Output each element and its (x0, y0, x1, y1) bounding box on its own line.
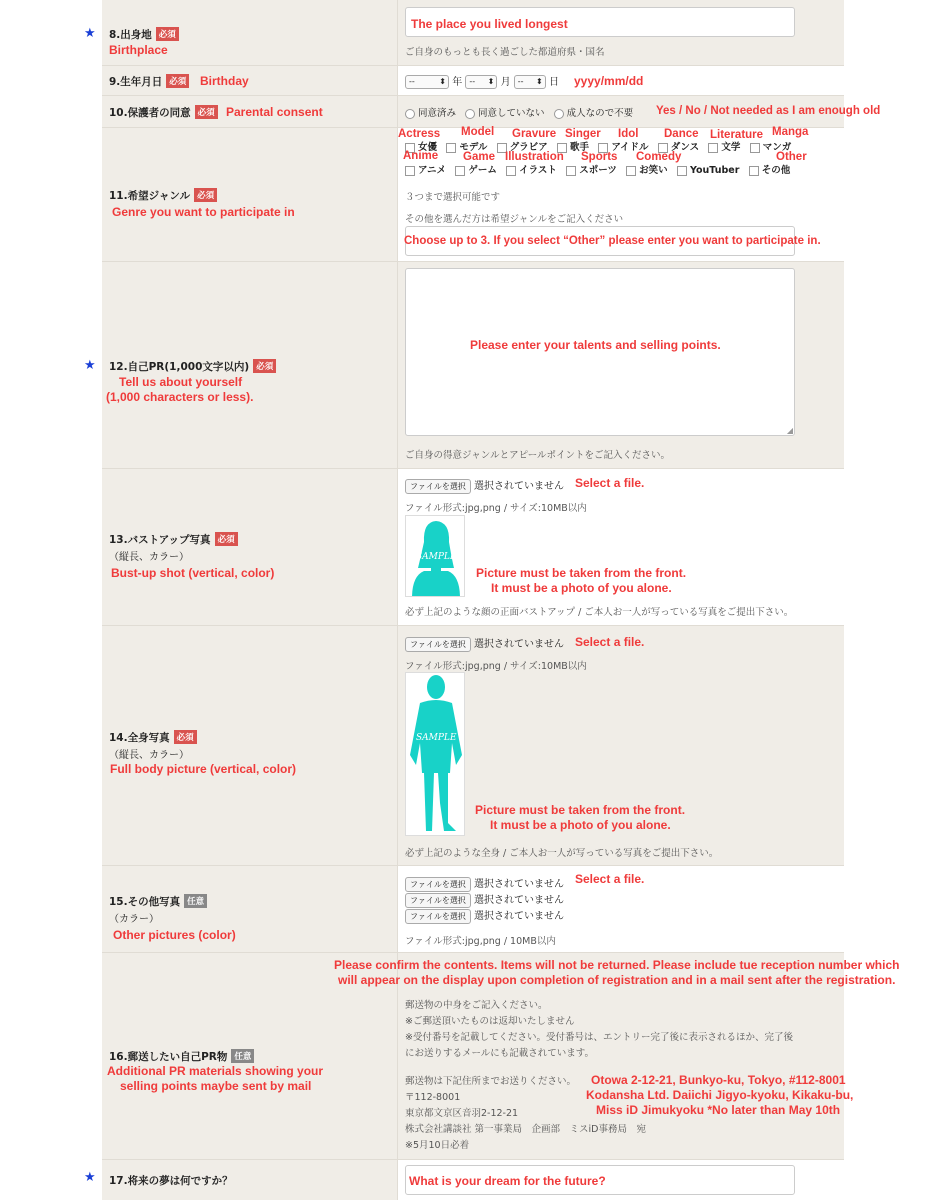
genre-checkbox[interactable] (506, 166, 516, 176)
row-mail-materials: 16.郵送したい自己PR物 任意 Additional PR materials showing your selling points maybe sent by mail 郵送物の中身をご記入ください。 ※ご郵送頂いたものは返却いたしません ※受付番号を記載してください。受付番号は、エントリー完了後に表示されるほか、完了後 にお送りするメールにも記載されています。 郵送物は下記住所までお送りください。 〒112-8001 東京都文京区音羽2-12-21 株式会社講談社 第一事業局 企画部 ミスiD事務局 宛 ※5月10日必着 Otowa 2-12-21, Bunkyo-ku, Tokyo, #112-8001 Kodansha Ltd. Daiichi Jigyo-kyoku, Kikaku-bu, Miss iD Jimukyoku *No later than May 10th (102, 953, 844, 1160)
field-note: その他を選んだ方は希望ジャンルをご記入ください (405, 214, 624, 225)
month-select[interactable]: -- ⬍ (465, 75, 497, 89)
field-note: ご自身の得意ジャンルとアピールポイントをご記入ください。 (405, 450, 671, 461)
row-genre: 11.希望ジャンル 必須 Genre you want to participate in Actress Model Gravure Singer Idol Dance Literature Manga 女優 モデル グラビア 歌手 アイドル ダンス 文学 マンガ Anime Game Illustration Sports Comedy Other アニメ ゲーム イラスト スポーツ お笑い YouTuber その他 ３つまで選択可能です その他を選んだ方は希望ジャンルをご記入ください Choose up to 3. If you select “Other” please enter you want to participate in. (102, 128, 844, 262)
file-status: 選択されていません (474, 911, 565, 922)
required-badge: 必須 (253, 359, 276, 373)
row-bustup-photo: 13.バストアップ写真 必須 （縦長、カラー） Bust-up shot (vertical, color) ファイルを選択 選択されていません Select a file. ファイル形式:jpg,png / サイズ:10MB以内 SAMPLE Picture must be taken from the front. It must be a photo of you alone. 必ず上記のような顔の正面バストアップ / ご本人お一人が写っている写真をご提出下さい。 (102, 469, 844, 626)
file-format-note: ファイル形式:jpg,png / 10MB以内 (405, 936, 556, 947)
question-title: 17.将来の夢は何ですか？ (109, 1175, 233, 1187)
consent-radio-not-agreed[interactable] (465, 109, 475, 119)
en-label: selling points maybe sent by mail (120, 1079, 312, 1093)
en-address: Otowa 2-12-21, Bunkyo-ku, Tokyo, #112-8001 (591, 1073, 846, 1087)
optional-badge: 任意 (184, 894, 207, 908)
en-label: Full body picture (vertical, color) (110, 762, 297, 776)
row-parental-consent: 10.保護者の同意 必須 Parental consent 同意済み 同意していない 成人なので不要 Yes / No / Not needed as I am enough old (102, 96, 844, 128)
row-other-photos: 15.その他写真 任意 （カラー） Other pictures (color) ファイルを選択 選択されていません Select a file. ファイルを選択 選択されていません ファイルを選択 選択されていません ファイル形式:jpg,png / 10MB以内 (102, 866, 844, 953)
required-badge: 必須 (174, 730, 197, 744)
question-title: 12.自己PR(1,000文字以内) 必須 (109, 359, 276, 374)
en-label: Birthplace (109, 43, 168, 57)
en-label: Birthday (200, 74, 249, 88)
required-badge: 必須 (215, 532, 238, 546)
file-select-button[interactable]: ファイルを選択 (405, 479, 471, 494)
file-select-button[interactable]: ファイルを選択 (405, 877, 471, 892)
optional-badge: 任意 (231, 1049, 254, 1063)
file-format-note: ファイル形式:jpg,png / サイズ:10MB以内 (405, 503, 587, 514)
consent-radio-agreed[interactable] (405, 109, 415, 119)
file-status: 選択されていません (474, 639, 565, 650)
question-title: 14.全身写真 必須 (109, 730, 197, 745)
file-status: 選択されていません (474, 481, 565, 492)
genre-checkbox[interactable] (708, 143, 718, 153)
required-badge: 必須 (194, 188, 217, 202)
field-note: ３つまで選択可能です (405, 192, 501, 203)
question-sub: （縦長、カラー） (109, 750, 189, 761)
question-title: 8.出身地 必須 (109, 27, 179, 42)
en-label: Parental consent (226, 105, 323, 119)
genre-checkbox[interactable] (626, 166, 636, 176)
genre-checkbox[interactable] (750, 143, 760, 153)
row-self-pr (102, 262, 844, 469)
en-label: Genre you want to participate in (112, 205, 295, 219)
row-future-dream (102, 1160, 844, 1200)
question-sub: （縦長、カラー） (109, 552, 189, 563)
genre-checkbox[interactable] (677, 166, 687, 176)
question-title: 11.希望ジャンル 必須 (109, 188, 217, 203)
row-fullbody-photo: 14.全身写真 必須 （縦長、カラー） Full body picture (vertical, color) ファイルを選択 選択されていません Select a file. ファイル形式:jpg,png / サイズ:10MB以内 SAMPLE Picture must be taken from the front. It must be a photo of you alone. 必ず上記のような全身 / ご本人お一人が写っている写真をご提出下さい。 (102, 626, 844, 866)
question-title: 10.保護者の同意 必須 (109, 105, 218, 120)
field-note: ご自身のもっとも長く過ごした都道府県・国名 (405, 47, 605, 58)
bustup-sample-image: SAMPLE (405, 515, 465, 597)
future-dream-input[interactable]: What is your dream for the future? (405, 1165, 795, 1195)
genre-checkbox[interactable] (566, 166, 576, 176)
required-star-icon: ★ (84, 358, 96, 373)
file-select-button[interactable]: ファイルを選択 (405, 637, 471, 652)
en-label: Tell us about yourself (119, 375, 243, 389)
required-badge: 必須 (166, 74, 189, 88)
question-title: 9.生年月日 必須 (109, 74, 189, 89)
other-genre-input[interactable]: Choose up to 3. If you select “Other” please enter you want to participate in. (405, 226, 795, 256)
en-address: Miss iD Jimukyoku *No later than May 10th (596, 1103, 841, 1117)
required-badge: 必須 (195, 105, 218, 119)
consent-radio-adult[interactable] (554, 109, 564, 119)
en-top-note: Please confirm the contents. Items will not be returned. Please include tue reception number which (334, 958, 900, 972)
year-select[interactable]: -- ⬍ (405, 75, 449, 89)
en-options: Yes / No / Not needed as I am enough old (656, 105, 881, 117)
fullbody-sample-image: SAMPLE (405, 672, 465, 836)
en-label: Additional PR materials showing your (107, 1064, 324, 1078)
required-star-icon: ★ (84, 1170, 96, 1185)
genre-checkbox[interactable] (749, 166, 759, 176)
question-title: 16.郵送したい自己PR物 任意 (109, 1049, 254, 1064)
required-badge: 必須 (156, 27, 179, 41)
file-status: 選択されていません (474, 879, 565, 890)
en-address: Kodansha Ltd. Daiichi Jigyo-kyoku, Kikaku-bu, (586, 1088, 854, 1102)
question-title: 13.バストアップ写真 必須 (109, 532, 238, 547)
row-birthplace (102, 0, 844, 66)
day-select[interactable]: -- ⬍ (514, 75, 546, 89)
field-note: 必ず上記のような全身 / ご本人お一人が写っている写真をご提出下さい。 (405, 848, 719, 859)
format-hint: yyyy/mm/dd (574, 74, 644, 88)
genre-checkbox[interactable] (446, 143, 456, 153)
genre-checkbox[interactable] (405, 166, 415, 176)
question-title: 15.その他写真 任意 (109, 894, 207, 909)
required-star-icon: ★ (84, 26, 96, 41)
birthplace-input[interactable]: The place you lived longest (405, 7, 795, 37)
en-label: (1,000 characters or less). (106, 390, 254, 404)
field-note: 必ず上記のような顔の正面バストアップ / ご本人お一人が写っている写真をご提出下さい。 (405, 607, 794, 618)
en-label: Bust-up shot (vertical, color) (111, 566, 275, 580)
file-format-note: ファイル形式:jpg,png / サイズ:10MB以内 (405, 661, 587, 672)
file-select-button[interactable]: ファイルを選択 (405, 909, 471, 924)
file-status: 選択されていません (474, 895, 565, 906)
row-birthday: 9.生年月日 必須 Birthday -- ⬍ 年 -- ⬍ 月 -- ⬍ 日 yyyy/mm/dd (102, 66, 844, 96)
en-top-note: will appear on the display upon completion of registration and in a mail sent after the registration. (338, 973, 896, 987)
file-select-button[interactable]: ファイルを選択 (405, 893, 471, 908)
genre-checkbox[interactable] (455, 166, 465, 176)
resize-handle-icon[interactable]: ◢ (786, 426, 793, 435)
en-label: Other pictures (color) (113, 928, 236, 942)
question-sub: （カラー） (109, 914, 159, 925)
self-pr-textarea[interactable]: Please enter your talents and selling points. ◢ (405, 268, 795, 436)
